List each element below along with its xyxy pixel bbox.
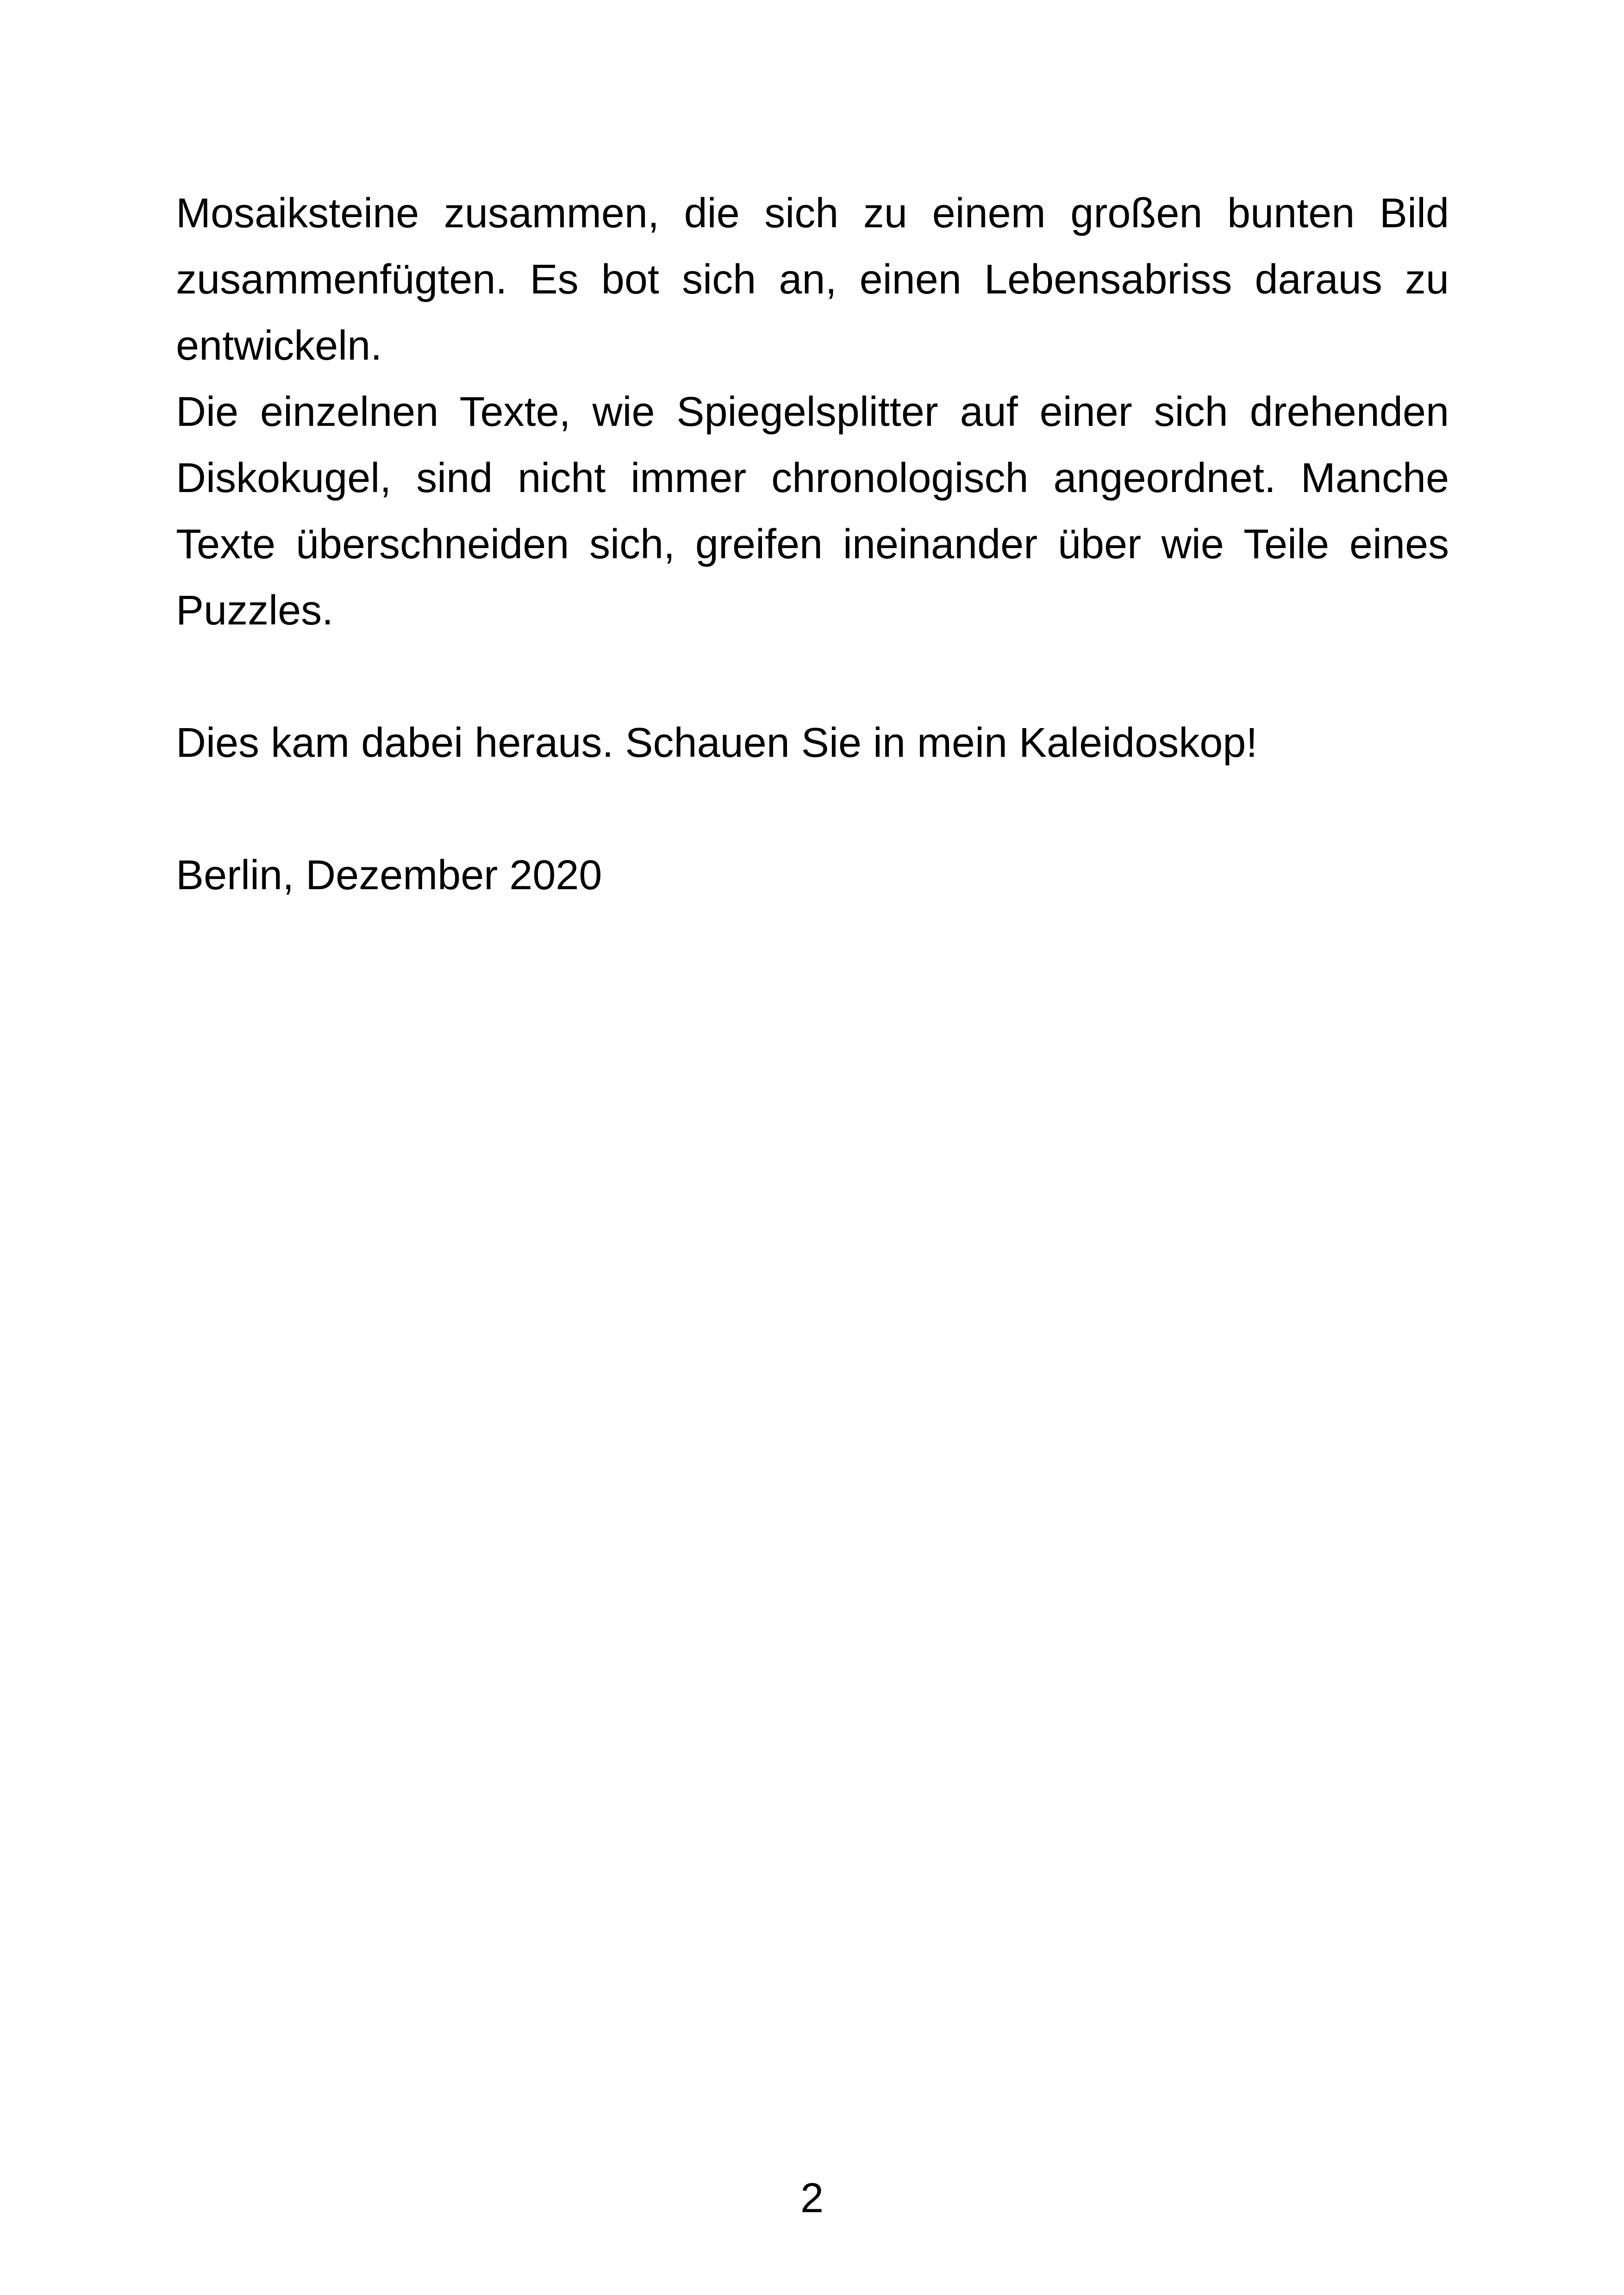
- text-line: entwickeln.: [176, 323, 382, 369]
- body-text: [176, 181, 1449, 909]
- text-line: Texte überschneiden sich, greifen ineinander über wie Teile eines: [176, 521, 1449, 568]
- text-line: Diskokugel, sind nicht immer chronologisch angeordnet. Manche: [176, 455, 1449, 501]
- paragraph-intro: [176, 181, 1449, 379]
- blank-line: [176, 776, 1449, 842]
- text-line: Die einzelnen Texte, wie Spiegelsplitter auf einer sich drehenden: [176, 389, 1449, 435]
- text-line: Berlin, Dezember 2020: [176, 852, 602, 898]
- blank-line: [176, 644, 1449, 710]
- text-line: Puzzles.: [176, 587, 334, 634]
- text-line: Dies kam dabei heraus. Schauen Sie in mein Kaleidoskop!: [176, 720, 1258, 766]
- page-number: 2: [800, 2175, 824, 2221]
- text-line: Mosaiksteine zusammen, die sich zu einem großen bunten Bild: [176, 190, 1449, 237]
- text-line: zusammenfügten. Es bot sich an, einen Lebensabriss daraus zu: [176, 256, 1449, 303]
- paragraph-texte: [176, 379, 1449, 644]
- paragraph-date-place: [176, 842, 1449, 909]
- paragraph-kaleidoskop: [176, 710, 1449, 776]
